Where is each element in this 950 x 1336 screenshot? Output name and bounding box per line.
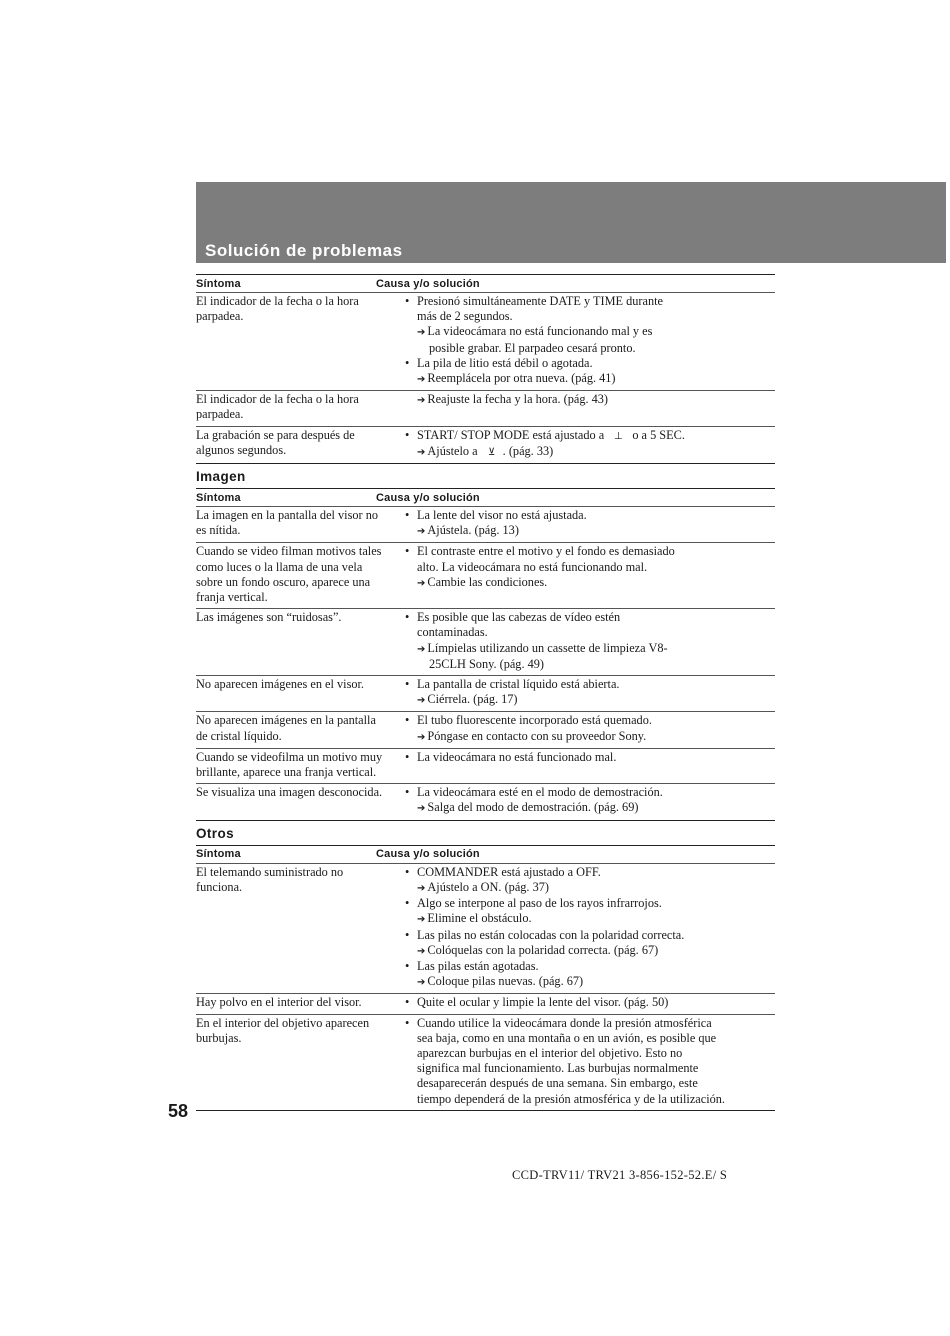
table-header [196,845,775,864]
right-arrow-icon: ➔ [417,374,426,386]
cause-cell [395,294,775,387]
symptom-cell: El indicador de la fecha o la hora parpadea. [196,294,359,324]
symptom-cell: Hay polvo en el interior del visor. [196,995,362,1010]
solution-line: ➔ Ciérrela. (pág. 17) [417,692,518,707]
right-arrow-icon: ➔ [417,803,426,815]
symptom-cell: No aparecen imágenes en el visor. [196,677,364,692]
cause-cell [395,865,775,991]
table-row [196,427,775,464]
table-row [196,784,775,820]
table-row [196,712,775,748]
cause-line: tiempo dependerá de la presión atmosférica y de la utilización. [417,1091,725,1106]
cause-line: • Las pilas están agotadas. [405,959,775,974]
right-arrow-icon: ➔ [417,327,426,339]
cause-line: • La videocámara no está funcionado mal. [405,750,775,765]
right-arrow-icon: ➔ [417,446,426,458]
right-arrow-icon: ➔ [417,643,426,655]
right-arrow-icon: ➔ [417,577,426,589]
cause-line: desaparecerán después de una semana. Sin embargo, este [417,1076,698,1091]
troubleshooting-content [196,274,775,1111]
right-arrow-icon: ➔ [417,977,426,989]
header-cause: Causa y/o solución [376,491,480,504]
symptom-cell: Cuando se videofilma un motivo muy brillante, aparece una franja vertical. [196,749,383,780]
table-header [196,274,775,293]
right-arrow-icon: ➔ [417,914,426,926]
cause-line: posible grabar. El parpadeo cesará pronto. [429,340,636,355]
page-rule [196,1110,775,1111]
solution-line: ➔ Colóquelas con la polaridad correcta. (pág. 67) [417,942,659,957]
cause-cell [395,750,775,780]
right-arrow-icon: ➔ [417,695,426,707]
page-number: 58 [168,1101,189,1121]
symptom-cell: La grabación se para después de algunos segundos. [196,427,355,457]
cause-line: aparezcan burbujas en el interior del objetivo. Esto no [417,1045,683,1060]
cause-cell [395,508,775,539]
rec-mode-icon: ⊻ [488,446,496,458]
cause-line: • La lente del visor no está ajustada. [405,508,775,523]
cause-line: alto. La videocámara no está funcionando mal. [417,559,648,574]
cause-cell [395,677,775,708]
cause-cell [395,392,775,422]
cause-line: • Quite el ocular y limpie la lente del visor. (pág. 50) [405,995,775,1010]
cause-line: • La pila de litio está débil o agotada. [405,356,775,371]
table-row [196,293,775,391]
right-arrow-icon: ➔ [417,882,426,894]
solution-line: ➔ La videocámara no está funcionando mal y es [417,324,653,339]
header-symptom: Síntoma [196,491,241,504]
cause-line: • El tubo fluorescente incorporado está quemado. [405,713,775,728]
otros-table [196,864,775,1111]
cause-cell [395,1016,775,1107]
cause-line: • START/ STOP MODE está ajustado a ⊥ o a 5 SEC. [405,428,775,444]
solution-line: ➔ Salga del modo de demostración. (pág. 69) [417,800,639,815]
table-header [196,488,775,507]
cause-cell [395,610,775,672]
cause-line: • El contraste entre el motivo y el fondo es demasiado [405,544,775,559]
cause-cell [395,428,775,460]
solution-line: ➔ Elimine el obstáculo. [417,911,532,926]
page-title: Solución de problemas [205,241,403,260]
solution-line: ➔ Ajústela. (pág. 13) [417,523,519,538]
rec-mode-icon: ⊥ [613,430,623,442]
cause-line: • COMMANDER está ajustado a OFF. [405,865,775,880]
footer-code: CCD-TRV11/ TRV21 3-856-152-52.E/ S [512,1168,728,1182]
cause-cell [395,544,775,605]
title-banner [196,182,946,263]
table-row [196,609,775,676]
solution-line: ➔ Cambie las condiciones. [417,574,548,589]
general-table [196,293,775,464]
solution-line: ➔ Límpielas utilizando un cassette de limpieza V8- [417,640,668,655]
cause-line: • La pantalla de cristal líquido está abierta. [405,677,775,692]
table-row [196,676,775,712]
table-row [196,1015,775,1111]
cause-line: • Las pilas no están colocadas con la polaridad correcta. [405,928,775,943]
section-title-otros: Otros [196,825,235,841]
symptom-cell: Cuando se video filman motivos tales como luces o la llama de una vela sobre un fondo oscuro, aparece una franja vertical. [196,544,382,605]
table-row [196,749,775,784]
cause-line: • Algo se interpone al paso de los rayos infrarrojos. [405,896,775,911]
cause-line: • Es posible que las cabezas de vídeo estén [405,610,775,625]
table-row [196,543,775,609]
symptom-cell: La imagen en la pantalla del visor no es nítida. [196,508,378,538]
symptom-cell: En el interior del objetivo aparecen burbujas. [196,1015,370,1045]
section-title-imagen: Imagen [196,469,246,485]
imagen-table [196,507,775,821]
header-symptom: Síntoma [196,277,241,290]
cause-cell [395,995,775,1010]
symptom-cell: El indicador de la fecha o la hora parpadea. [196,392,359,422]
table-row [196,507,775,543]
right-arrow-icon: ➔ [417,395,426,407]
cause-line: contaminadas. [417,625,488,640]
table-row [196,994,775,1014]
cause-cell [395,713,775,744]
table-row [196,391,775,426]
solution-line: ➔ Coloque pilas nuevas. (pág. 67) [417,974,584,989]
cause-line: • Cuando utilice la videocámara donde la presión atmosférica [405,1016,775,1031]
solution-line: ➔ Reemplácela por otra nueva. (pág. 41) [417,371,616,386]
symptom-cell: Las imágenes son “ruidosas”. [196,610,342,625]
cause-line: significa mal funcionamiento. Las burbujas normalmente [417,1061,699,1076]
solution-line: ➔ Reajuste la fecha y la hora. (pág. 43) [417,392,609,407]
solution-line: ➔ Ajústelo a ON. (pág. 37) [417,879,549,894]
header-cause: Causa y/o solución [376,277,480,290]
cause-line: 25CLH Sony. (pág. 49) [429,656,544,671]
header-symptom: Síntoma [196,848,241,861]
solution-line: ➔ Ajústelo a ⊻ . (pág. 33) [405,444,775,460]
cause-line: • Presionó simultáneamente DATE y TIME durante [405,294,775,309]
symptom-cell: Se visualiza una imagen desconocida. [196,785,383,800]
cause-cell [395,785,775,816]
cause-line: • La videocámara esté en el modo de demostración. [405,785,775,800]
cause-line: más de 2 segundos. [417,309,513,324]
cause-line: sea baja, como en una montaña o en un avión, es posible que [417,1030,717,1045]
right-arrow-icon: ➔ [417,945,426,957]
right-arrow-icon: ➔ [417,731,426,743]
table-row [196,864,775,995]
symptom-cell: No aparecen imágenes en la pantalla de cristal líquido. [196,713,376,743]
symptom-cell: El telemando suministrado no funciona. [196,864,344,894]
right-arrow-icon: ➔ [417,526,426,538]
solution-line: ➔ Póngase en contacto con su proveedor Sony. [417,728,647,743]
header-cause: Causa y/o solución [376,848,480,861]
